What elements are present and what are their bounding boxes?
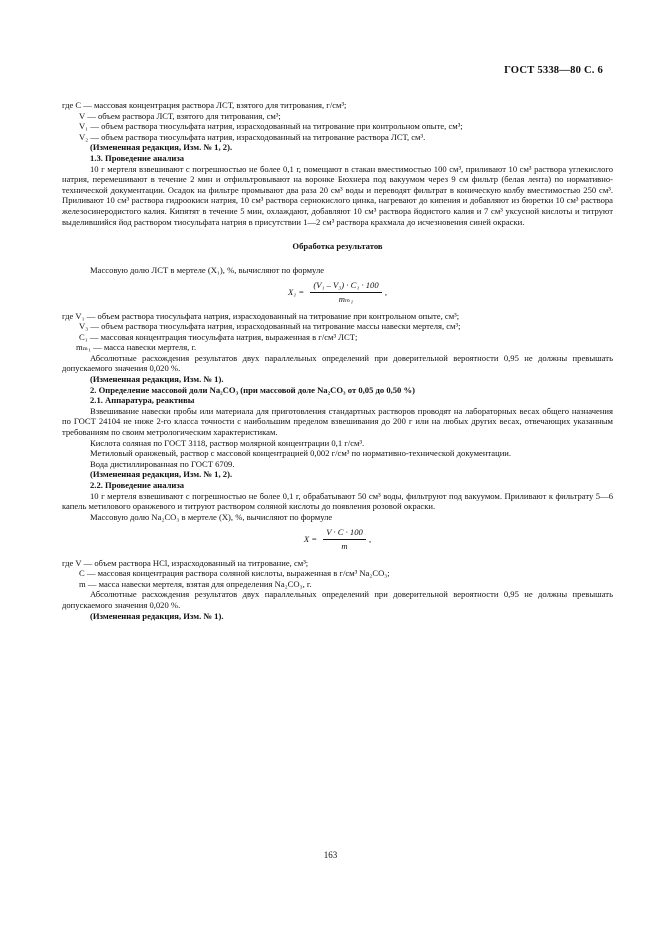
- definition-c: C — массовая концентрация раствора соляной кислоты, выраженная в г/см³ Na₂CO₃;: [79, 568, 390, 579]
- results-heading: Обработка результатов: [292, 241, 383, 252]
- paragraph: Абсолютные расхождения результатов двух параллельных определений при доверительной вероятности 0,95 не должны превышать допускаемого значения 0,020 %.: [62, 352, 613, 374]
- fraction-numerator: (V₁ – V₃) · C₁ · 100: [310, 280, 381, 293]
- paragraph: 10 г мертеля взвешивают с погрешностью не более 0,1 г, обрабатывают 50 см³ воды, фильтруют под вакуумом. Приливают к фильтрату 5—6 капель метилового оранжевого и титруют раствором соляной кислоты до появления розовой окраски.: [62, 490, 613, 512]
- formula-x1: [62, 280, 613, 304]
- definition-c: где C — массовая концентрация раствора ЛСТ, взятого для титрования, г/см³;: [62, 100, 347, 110]
- definition-v3: V₃ — объем раствора тиосульфата натрия, израсходованный на титрование массы навески мертеля, см³;: [79, 321, 461, 332]
- fraction-numerator: V · C · 100: [323, 527, 366, 540]
- paragraph: Метиловый оранжевый, раствор с массовой концентрацией 0,002 г/см³ по нормативно-технической документации.: [90, 448, 512, 459]
- formula-tail: ,: [368, 534, 372, 545]
- fraction: [310, 280, 381, 304]
- formula-tail: ,: [384, 287, 387, 298]
- paragraph: Абсолютные расхождения результатов двух параллельных определений при доверительной вероятности 0,95 не должны превышать допускаемого значения 0,020 %.: [62, 589, 613, 610]
- paragraph: Вода дистиллированная по ГОСТ 6709.: [90, 458, 235, 469]
- formula-lhs: X₁ =: [288, 287, 305, 298]
- definition-m: m — масса навески мертеля, взятая для определения Na₂CO₃, г.: [79, 578, 312, 589]
- section-title: 1.3. Проведение анализа: [90, 152, 185, 163]
- paragraph: Массовую долю Na₂CO₃ в мертеле (X), %, вычисляют по формуле: [90, 511, 333, 522]
- definition-mm1: mₘ₁ — масса навески мертеля, г.: [76, 342, 197, 353]
- paragraph: Массовую долю ЛСТ в мертеле (X₁), %, вычисляют по формуле: [90, 264, 325, 275]
- formula-lhs: X =: [303, 534, 318, 545]
- edit-note: (Измененная редакция, Изм. № 1, 2).: [90, 142, 233, 153]
- page-number: 163: [323, 850, 338, 860]
- section-title: 2.1. Аппаратура, реактивы: [90, 395, 195, 406]
- definition-v1: где V₁ — объем раствора тиосульфата натрия, израсходованный на титрование при контрольном опыте, см³;: [62, 310, 460, 321]
- formula-x: [62, 527, 613, 551]
- fraction-denominator: m: [341, 540, 348, 551]
- edit-note: (Измененная редакция, Изм. № 1, 2).: [90, 469, 233, 480]
- fraction: [323, 527, 366, 551]
- page-content: [62, 100, 613, 621]
- fraction-denominator: mₘ₁: [338, 293, 354, 304]
- edit-note: (Измененная редакция, Изм. № 1).: [90, 374, 224, 385]
- paragraph: Взвешивание навески пробы или материала для приготовления стандартных растворов проводят на лабораторных весах общего назначения по ГОСТ 24104 не ниже 2-го класса точности с наибольшим пределом взвешивания до 200 г или на любых других весах, отвечающих указанным требованиям по своим метрологическим характеристикам.: [62, 405, 613, 438]
- section-title: 2.2. Проведение анализа: [90, 480, 185, 490]
- page-header: ГОСТ 5338—80 С. 6: [504, 65, 603, 76]
- section-title: 2. Определение массовой доли Na₂CO₃ (при массовой доле Na₂CO₃ от 0,05 до 0,50 %): [90, 384, 415, 395]
- definition-v2: V₂ — объем раствора тиосульфата натрия, израсходованный на титрование раствора ЛСТ, см³.: [79, 131, 426, 142]
- definition-v1: V₁ — объем раствора тиосульфата натрия, израсходованный на титрование при контрольном опыте, см³;: [79, 121, 463, 132]
- edit-note: (Измененная редакция, Изм. № 1).: [90, 610, 224, 621]
- paragraph: 10 г мертеля взвешивают с погрешностью не более 0,1 г, помещают в стакан вместимостью 100 см³, приливают 10 см³ раствора углекислого натрия, перемешивают в течение 2 мин и отфильтровывают на воронке Бюхнера под вакуумом через 9 см фильтр (белая лента) по нормативно-технической документации. Осадок на фильтре промывают два раза 20 см³ воды и переводят фильтрат в коническую колбу вместимостью 250 см³. Приливают 10 см³ раствора гидроокиси натрия, 10 см³ раствора сернокислого цинка, нагревают до кипения и добавляют из бюретки 10 см³ раствора железосинеродистого калия. Кипятят в течение 5 мин, охлаждают, добавляют 10 см³ раствора йодистого калия и 7 см³ уксусной кислоты и титруют выделившийся йод раствором тиосульфата натрия в присутствии 1—2 см³ раствора крахмала до исчезновения синей окраски.: [62, 163, 613, 227]
- paragraph: Кислота соляная по ГОСТ 3118, раствор молярной концентрации 0,1 г/см³.: [90, 437, 365, 448]
- definition-v: V — объем раствора ЛСТ, взятого для титрования, см³;: [79, 110, 281, 121]
- definition-v: где V — объем раствора HCl, израсходованный на титрование, см³;: [62, 557, 309, 568]
- definition-c1: C₁ — массовая концентрация тиосульфата натрия, выраженная в г/см³ ЛСТ;: [79, 331, 358, 342]
